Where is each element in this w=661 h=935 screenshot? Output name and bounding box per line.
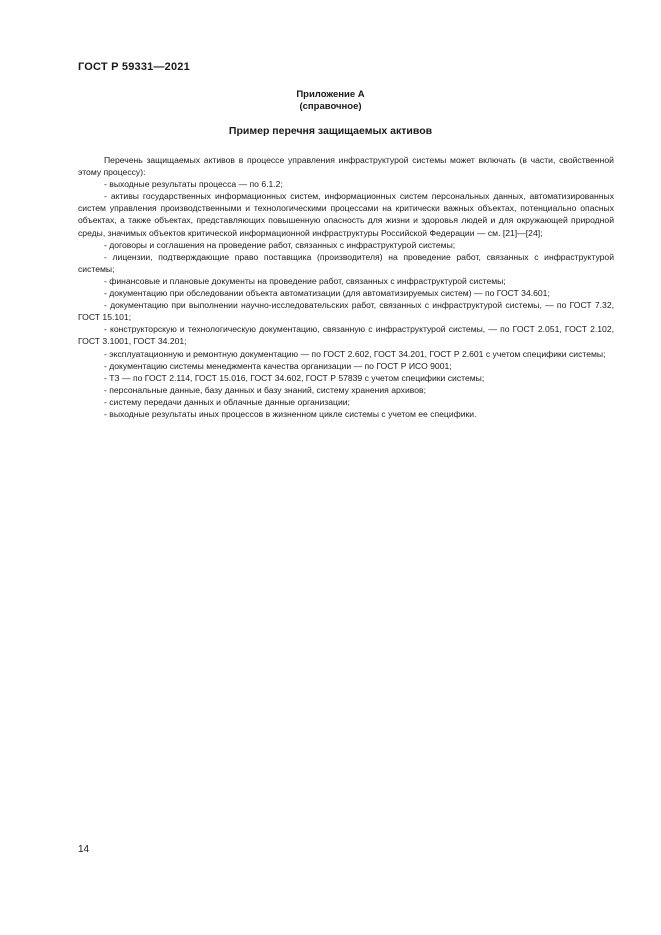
page-number: 14 (78, 844, 90, 855)
list-item: - ТЗ — по ГОСТ 2.114, ГОСТ 15.016, ГОСТ 34.602, ГОСТ Р 57839 с учетом специфики системы; (104, 372, 485, 383)
list-item: - договоры и соглашения на проведение работ, связанных с инфраструктурой системы; (104, 239, 456, 250)
body-text (78, 154, 614, 420)
appendix-subtitle: (справочное) (299, 101, 362, 112)
list-item: - систему передачи данных и облачные данные организации; (104, 396, 350, 407)
appendix-heading (0, 89, 661, 113)
section-title: Пример перечня защищаемых активов (228, 125, 433, 137)
list-item: - выходные результаты иных процессов в жизненном цикле системы с учетом ее специфики. (104, 408, 477, 419)
list-item: - конструкторскую и технологическую документацию, связанную с инфраструктурой системы, — по ГОСТ 2.051, ГОСТ 2.102, ГОСТ 3.1001, ГОСТ 34.201; (78, 324, 614, 347)
list-item: - выходные результаты процесса — по 6.1.2; (104, 179, 283, 190)
list-item: - активы государственных информационных систем, информационных систем персональных данных, автоматизированных систем управления производственными и технологическими процессами на критически важных объектах, потенциально опасных объектах, а также объектах, представляющих повышенную опасность для жизни и здоровья людей и для окружающей природной среды, значимых объектов критической информационной инфраструктуры Российской Федерации — см. [21]—[24]; (78, 191, 614, 238)
list-item: - документацию системы менеджмента качества организации — по ГОСТ Р ИСО 9001; (104, 360, 452, 371)
list-item: - финансовые и плановые документы на проведение работ, связанных с инфраструктурой системы; (104, 275, 506, 286)
list-item: - документацию при выполнении научно-исследовательских работ, связанных с инфраструктурой системы, — по ГОСТ 7.32, ГОСТ 15.101; (78, 300, 614, 323)
intro-paragraph: Перечень защищаемых активов в процессе управления инфраструктурой системы может включать (в части, свойственной этому процессу): (78, 155, 614, 178)
list-item: - персональные данные, базу данных и базу знаний, систему хранения архивов; (104, 384, 426, 395)
list-item: - лицензии, подтверждающие право поставщика (производителя) на проведение работ, связанных с инфраструктурой системы; (78, 251, 614, 274)
document-code-header: ГОСТ Р 59331—2021 (78, 61, 190, 73)
list-item: - документацию при обследовании объекта автоматизации (для автоматизируемых систем) — по ГОСТ 34.601; (104, 288, 550, 299)
list-item: - эксплуатационную и ремонтную документацию — по ГОСТ 2.602, ГОСТ 34.201, ГОСТ Р 2.601 с учетом специфики системы; (104, 348, 606, 359)
appendix-title: Приложение А (296, 89, 365, 100)
